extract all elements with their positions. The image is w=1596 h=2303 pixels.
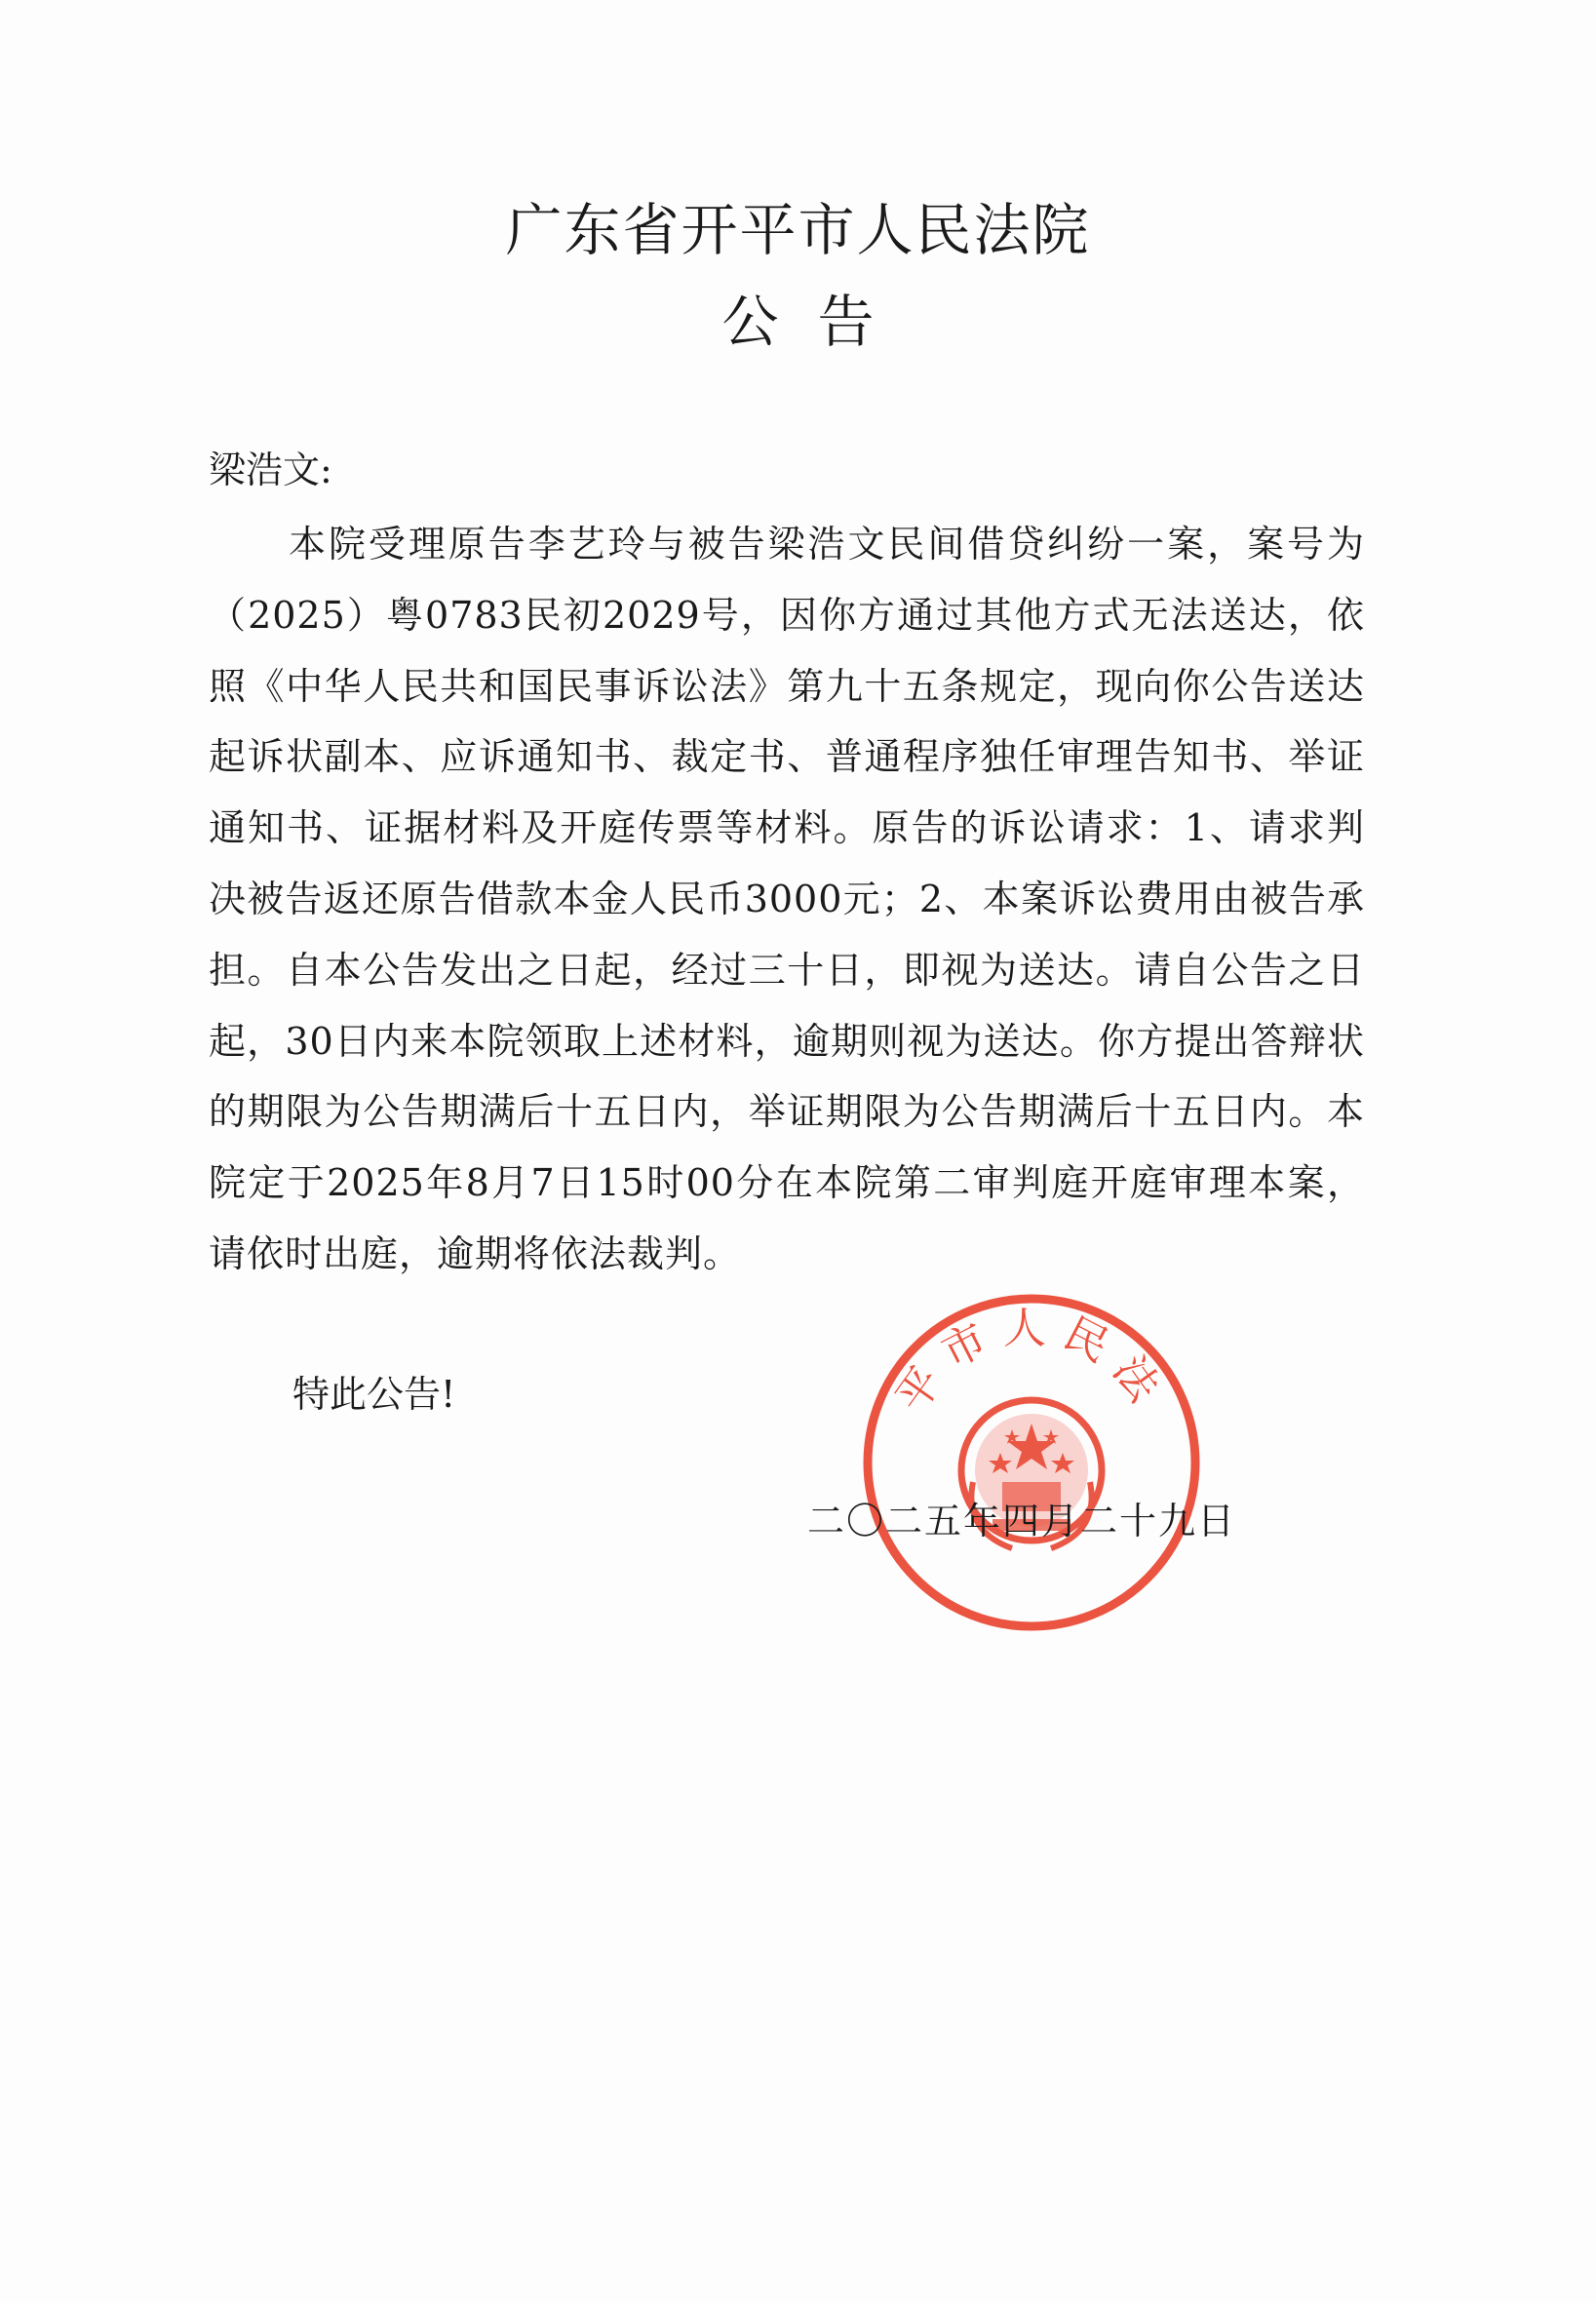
closing-line: 特此公告! <box>292 1373 456 1416</box>
court-name-heading: 广东省开平市人民法院 <box>505 197 1091 263</box>
issue-date: 二〇二五年四月二十九日 <box>807 1500 1237 1542</box>
notice-body: 本院受理原告李艺玲与被告梁浩文民间借贷纠纷一案，案号为（2025）粤0783民初2029号，因你方通过其他方式无法送达，依照《中华人民共和国民事诉讼法》第九十五条规定，现向你公告送达起诉状副本、应诉通知书、裁定书、普通程序独任审理告知书、举证通知书、证据材料及开庭传票等材料。原告的诉讼请求：1、请求判决被告返还原告借款本金人民币3000元；2、本案诉讼费用由被告承担。自本公告发出之日起，经过三十日，即视为送达。请自公告之日起，30日内来本院领取上述材料，逾期则视为送达。你方提出答辩状的期限为公告期满后十五日内，举证期限为公告期满后十五日内。本院定于2025年8月7日15时00分在本院第二审判庭开庭审理本案，请依时出庭，逾期将依法裁判。 <box>209 523 1365 1275</box>
seal-arc-text: 平市人民法 <box>886 1304 1177 1423</box>
notice-title: 公告 <box>721 289 914 355</box>
addressee: 梁浩文: <box>209 449 332 491</box>
court-seal-stamp <box>856 1287 1207 1638</box>
